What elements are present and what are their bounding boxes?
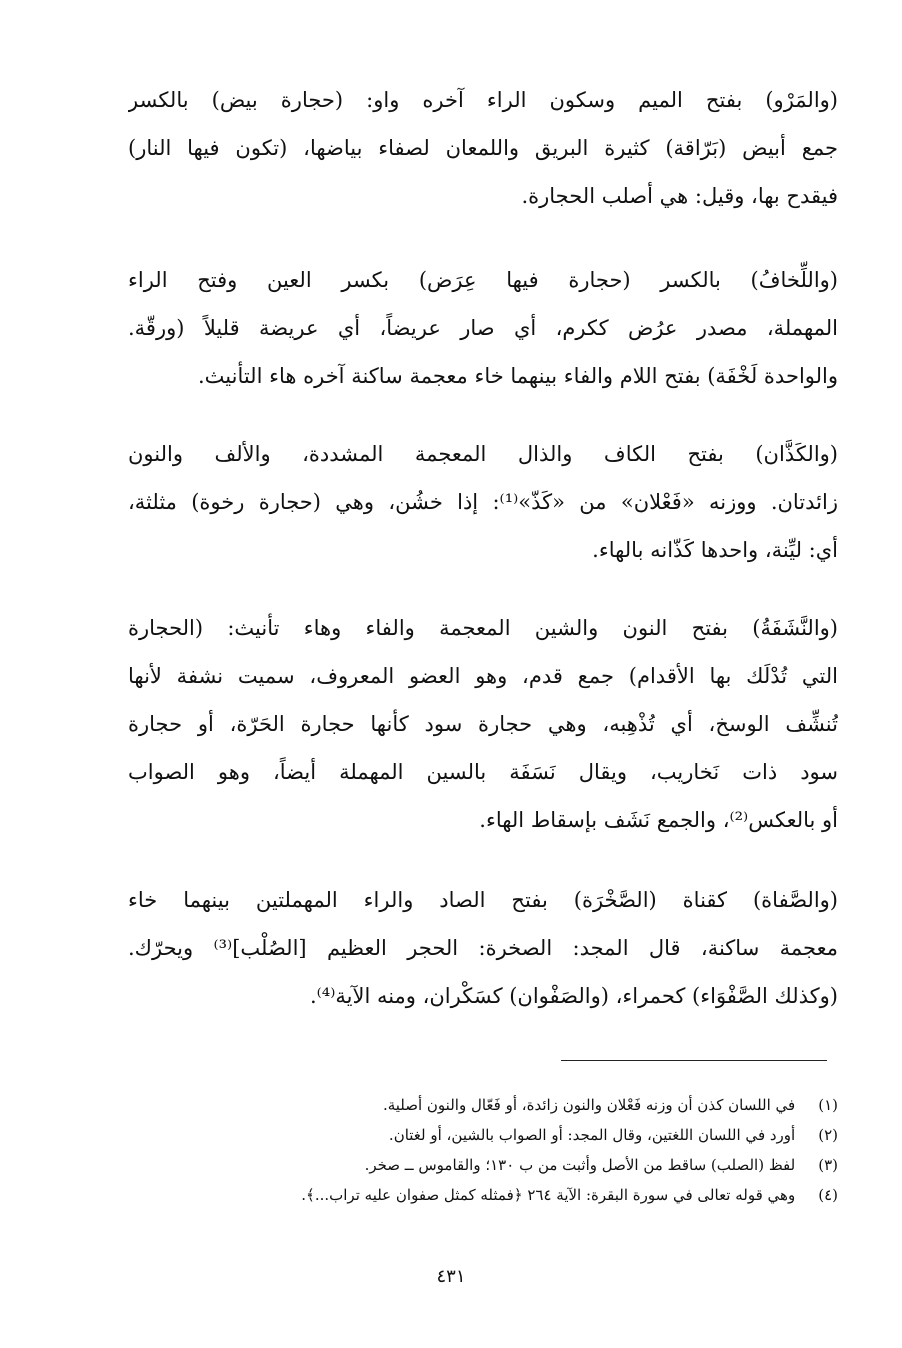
text-line: المهملة، مصدر عرُض ككرم، أي صار عريضاً، أي عريضة قليلاً (ورقّة. — [128, 316, 838, 340]
text-line: سود ذات نَخاريب، ويقال نَسَفَة بالسين المهملة أيضاً، وهو الصواب — [128, 760, 838, 784]
text-line: معجمة ساكنة، قال المجد: الصخرة: الحجر العظيم [الصُلْب]⁽³⁾ ويحرّك. — [128, 936, 838, 960]
page-number: ٤٣١ — [436, 1266, 466, 1287]
text-line: التي تُدْلَك بها الأقدام) جمع قدم، وهو العضو المعروف، سميت نشفة لأنها — [128, 664, 838, 688]
footnote-number: (٤) — [818, 1186, 838, 1204]
paragraph-safat — [128, 876, 838, 1020]
text-line: (والصَّفاة) كقناة (الصَّخْرَة) بفتح الصاد والراء المهملتين بينهما خاء — [128, 888, 838, 912]
text-line: تُنشِّف الوسخ، أي تُذْهِبه، وهي حجارة سود كأنها حجارة الحَرّة، أو حجارة — [128, 712, 838, 736]
text-line: زائدتان. ووزنه «فَعْلان» من «كَذّ»⁽¹⁾: إذا خشُن، وهي (حجارة رخوة) مثلثة، — [128, 490, 838, 514]
text-line: (والمَرْو) بفتح الميم وسكون الراء آخره واو: (حجارة بيض) بالكسر — [128, 88, 838, 112]
text-line: جمع أبيض (بَرّاقة) كثيرة البريق واللمعان لصفاء بياضها، (تكون فيها النار) — [128, 136, 838, 160]
footnote-1 — [150, 1090, 838, 1120]
text-line: (واللِّخافُ) بالكسر (حجارة فيها عِرَض) بكسر العين وفتح الراء — [128, 268, 838, 292]
text-line: (والنَّشَفَةُ) بفتح النون والشين المعجمة والفاء وهاء تأنيث: (الحجارة — [128, 616, 838, 640]
footnote-number: (٢) — [818, 1126, 838, 1144]
paragraph-kadhdhan — [128, 430, 838, 574]
text-line: (وكذلك الصَّفْوَاء) كحمراء، (والصَفْوان) كسَكْران، ومنه الآية⁽⁴⁾. — [309, 984, 838, 1008]
footnote-4 — [150, 1180, 838, 1210]
footnote-number: (٣) — [818, 1156, 838, 1174]
text-line: والواحدة لَخْفَة) بفتح اللام والفاء بينهما خاء معجمة ساكنة آخره هاء التأنيث. — [197, 364, 838, 388]
paragraph-marw — [128, 76, 838, 220]
footnote-text: لفظ (الصلب) ساقط من الأصل وأثبت من ب ١٣٠؛ والقاموس ــ صخر. — [364, 1156, 796, 1174]
footnote-2 — [150, 1120, 838, 1150]
footnotes — [150, 1090, 838, 1210]
footnote-text: في اللسان كذن أن وزنه فَعْلان والنون زائدة، أو فَعّال والنون أصلية. — [382, 1096, 796, 1114]
footnote-3 — [150, 1150, 838, 1180]
footnote-number: (١) — [818, 1096, 838, 1114]
paragraph-likhaf — [128, 256, 838, 400]
paragraph-nashafa — [128, 604, 838, 844]
text-line: فيقدح بها، وقيل: هي أصلب الحجارة. — [521, 184, 838, 208]
text-line: (والكَذَّان) بفتح الكاف والذال المعجمة المشددة، والألف والنون — [128, 442, 838, 466]
text-line: أو بالعكس⁽²⁾، والجمع نَشَف بإسقاط الهاء. — [479, 808, 838, 832]
footnote-text: أورد في اللسان اللغتين، وقال المجد: أو الصواب بالشين، أو لغتان. — [388, 1126, 796, 1144]
text-line: أي: ليِّنة، واحدها كَذّانه بالهاء. — [592, 538, 838, 562]
footnote-text: وهي قوله تعالى في سورة البقرة: الآية ٢٦٤ ﴿فمثله كمثل صفوان عليه تراب...﴾. — [301, 1186, 796, 1204]
footnote-divider — [561, 1060, 827, 1061]
